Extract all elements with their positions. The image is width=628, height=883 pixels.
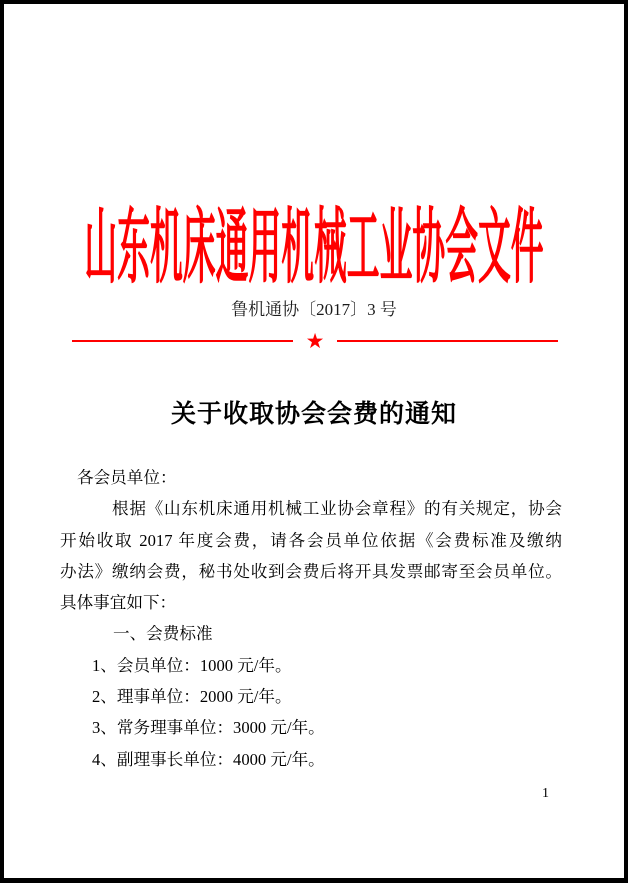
letterhead-org-title: 山东机床通用机械工业协会文件 [84, 202, 544, 293]
fee-item: 1、会员单位：1000 元/年。 [92, 655, 292, 675]
paragraph-line: 具体事宜如下： [60, 593, 177, 613]
document-number: 鲁机通协〔2017〕3 号 [231, 300, 397, 319]
star-icon: ★ [305, 328, 325, 353]
notice-title: 关于收取协会会费的通知 [170, 401, 457, 428]
paragraph-line: 开始收取 2017 年度会费，请各会员单位依据《会费标准及缴纳 [60, 530, 562, 550]
fee-item: 2、理事单位：2000 元/年。 [92, 687, 292, 707]
section-heading: 一、会费标准 [113, 624, 213, 644]
paragraph-line: 根据《山东机床通用机械工业协会章程》的有关规定，协会 [112, 499, 562, 519]
salutation: 各会员单位： [77, 468, 177, 487]
divider-line-right [337, 340, 558, 342]
paragraph-line: 办法》缴纳会费，秘书处收到会费后将开具发票邮寄至会员单位。 [60, 561, 562, 581]
fee-item: 4、副理事长单位：4000 元/年。 [92, 749, 325, 769]
fee-item: 3、常务理事单位：3000 元/年。 [92, 718, 325, 738]
divider-line-left [72, 340, 293, 342]
page-number: 1 [542, 786, 549, 801]
notice-body [60, 462, 562, 775]
letterhead-divider [72, 330, 558, 352]
